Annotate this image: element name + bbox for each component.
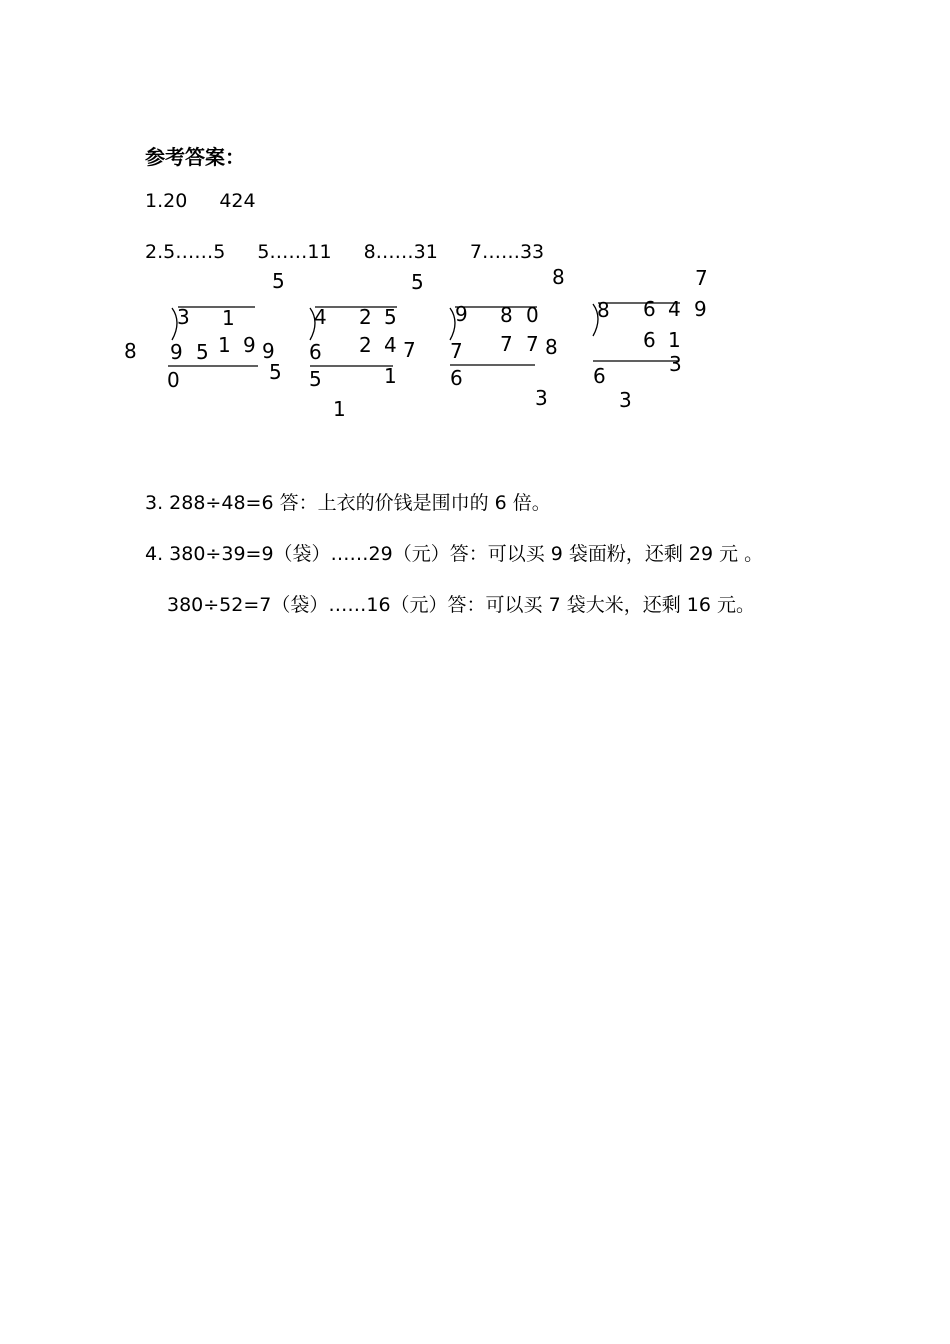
answer-4a: 4. 380÷39=9（袋）……29（元）答：可以买 9 袋面粉，还剩 29 元 。	[145, 543, 764, 565]
digit: 7	[695, 266, 708, 290]
digit: 6	[643, 297, 656, 321]
answer-2-number: 2.	[145, 241, 164, 263]
digit: 5	[196, 340, 209, 364]
digit: 5	[309, 367, 322, 391]
digit: 6	[643, 328, 656, 352]
answer-3: 3. 288÷48=6 答：上衣的价钱是围巾的 6 倍。	[145, 492, 551, 514]
digit: 8	[500, 303, 513, 327]
digit: 4	[314, 305, 327, 329]
digit: 2	[359, 333, 372, 357]
digit: 0	[167, 368, 180, 392]
digit: 7	[500, 332, 513, 356]
digit: 3	[619, 388, 632, 412]
digit: 0	[526, 303, 539, 327]
digit: 9	[262, 339, 275, 363]
digit: 7	[450, 339, 463, 363]
digit: 1	[384, 364, 397, 388]
digit: 5	[272, 269, 285, 293]
digit: 2	[359, 305, 372, 329]
digit: 3	[669, 352, 682, 376]
digit: 8	[597, 298, 610, 322]
digit: 5	[269, 360, 282, 384]
digit: 1	[218, 333, 231, 357]
digit: 6	[309, 340, 322, 364]
digit: 8	[552, 265, 565, 289]
answer-heading: 参考答案：	[145, 145, 245, 169]
answer-1-number: 1.	[145, 190, 164, 212]
answer-4b: 380÷52=7（袋）……16（元）答：可以买 7 袋大米，还剩 16 元。	[167, 594, 755, 616]
digit: 1	[333, 397, 346, 421]
digit: 5	[411, 270, 424, 294]
answer-2-result-1: 5……5	[163, 241, 226, 263]
digit: 6	[593, 364, 606, 388]
digit: 7	[403, 338, 416, 362]
answer-2-result-3: 8……31	[363, 241, 438, 263]
digit: 4	[668, 297, 681, 321]
answer-1-value-a: 20	[163, 190, 188, 212]
digit: 6	[450, 366, 463, 390]
digit: 4	[384, 333, 397, 357]
digit: 8	[124, 339, 137, 363]
digit: 5	[384, 305, 397, 329]
digit: 9	[694, 297, 707, 321]
digit: 9	[455, 302, 468, 326]
digit: 3	[535, 386, 548, 410]
answer-1-value-b: 424	[219, 190, 256, 212]
digit: 9	[243, 333, 256, 357]
digit: 1	[668, 328, 681, 352]
answer-2-result-2: 5……11	[257, 241, 332, 263]
digit: 3	[177, 305, 190, 329]
answer-2-result-4: 7……33	[469, 241, 545, 263]
digit: 1	[222, 306, 235, 330]
digit: 8	[545, 335, 558, 359]
digit: 9	[170, 340, 183, 364]
digit: 7	[526, 332, 539, 356]
